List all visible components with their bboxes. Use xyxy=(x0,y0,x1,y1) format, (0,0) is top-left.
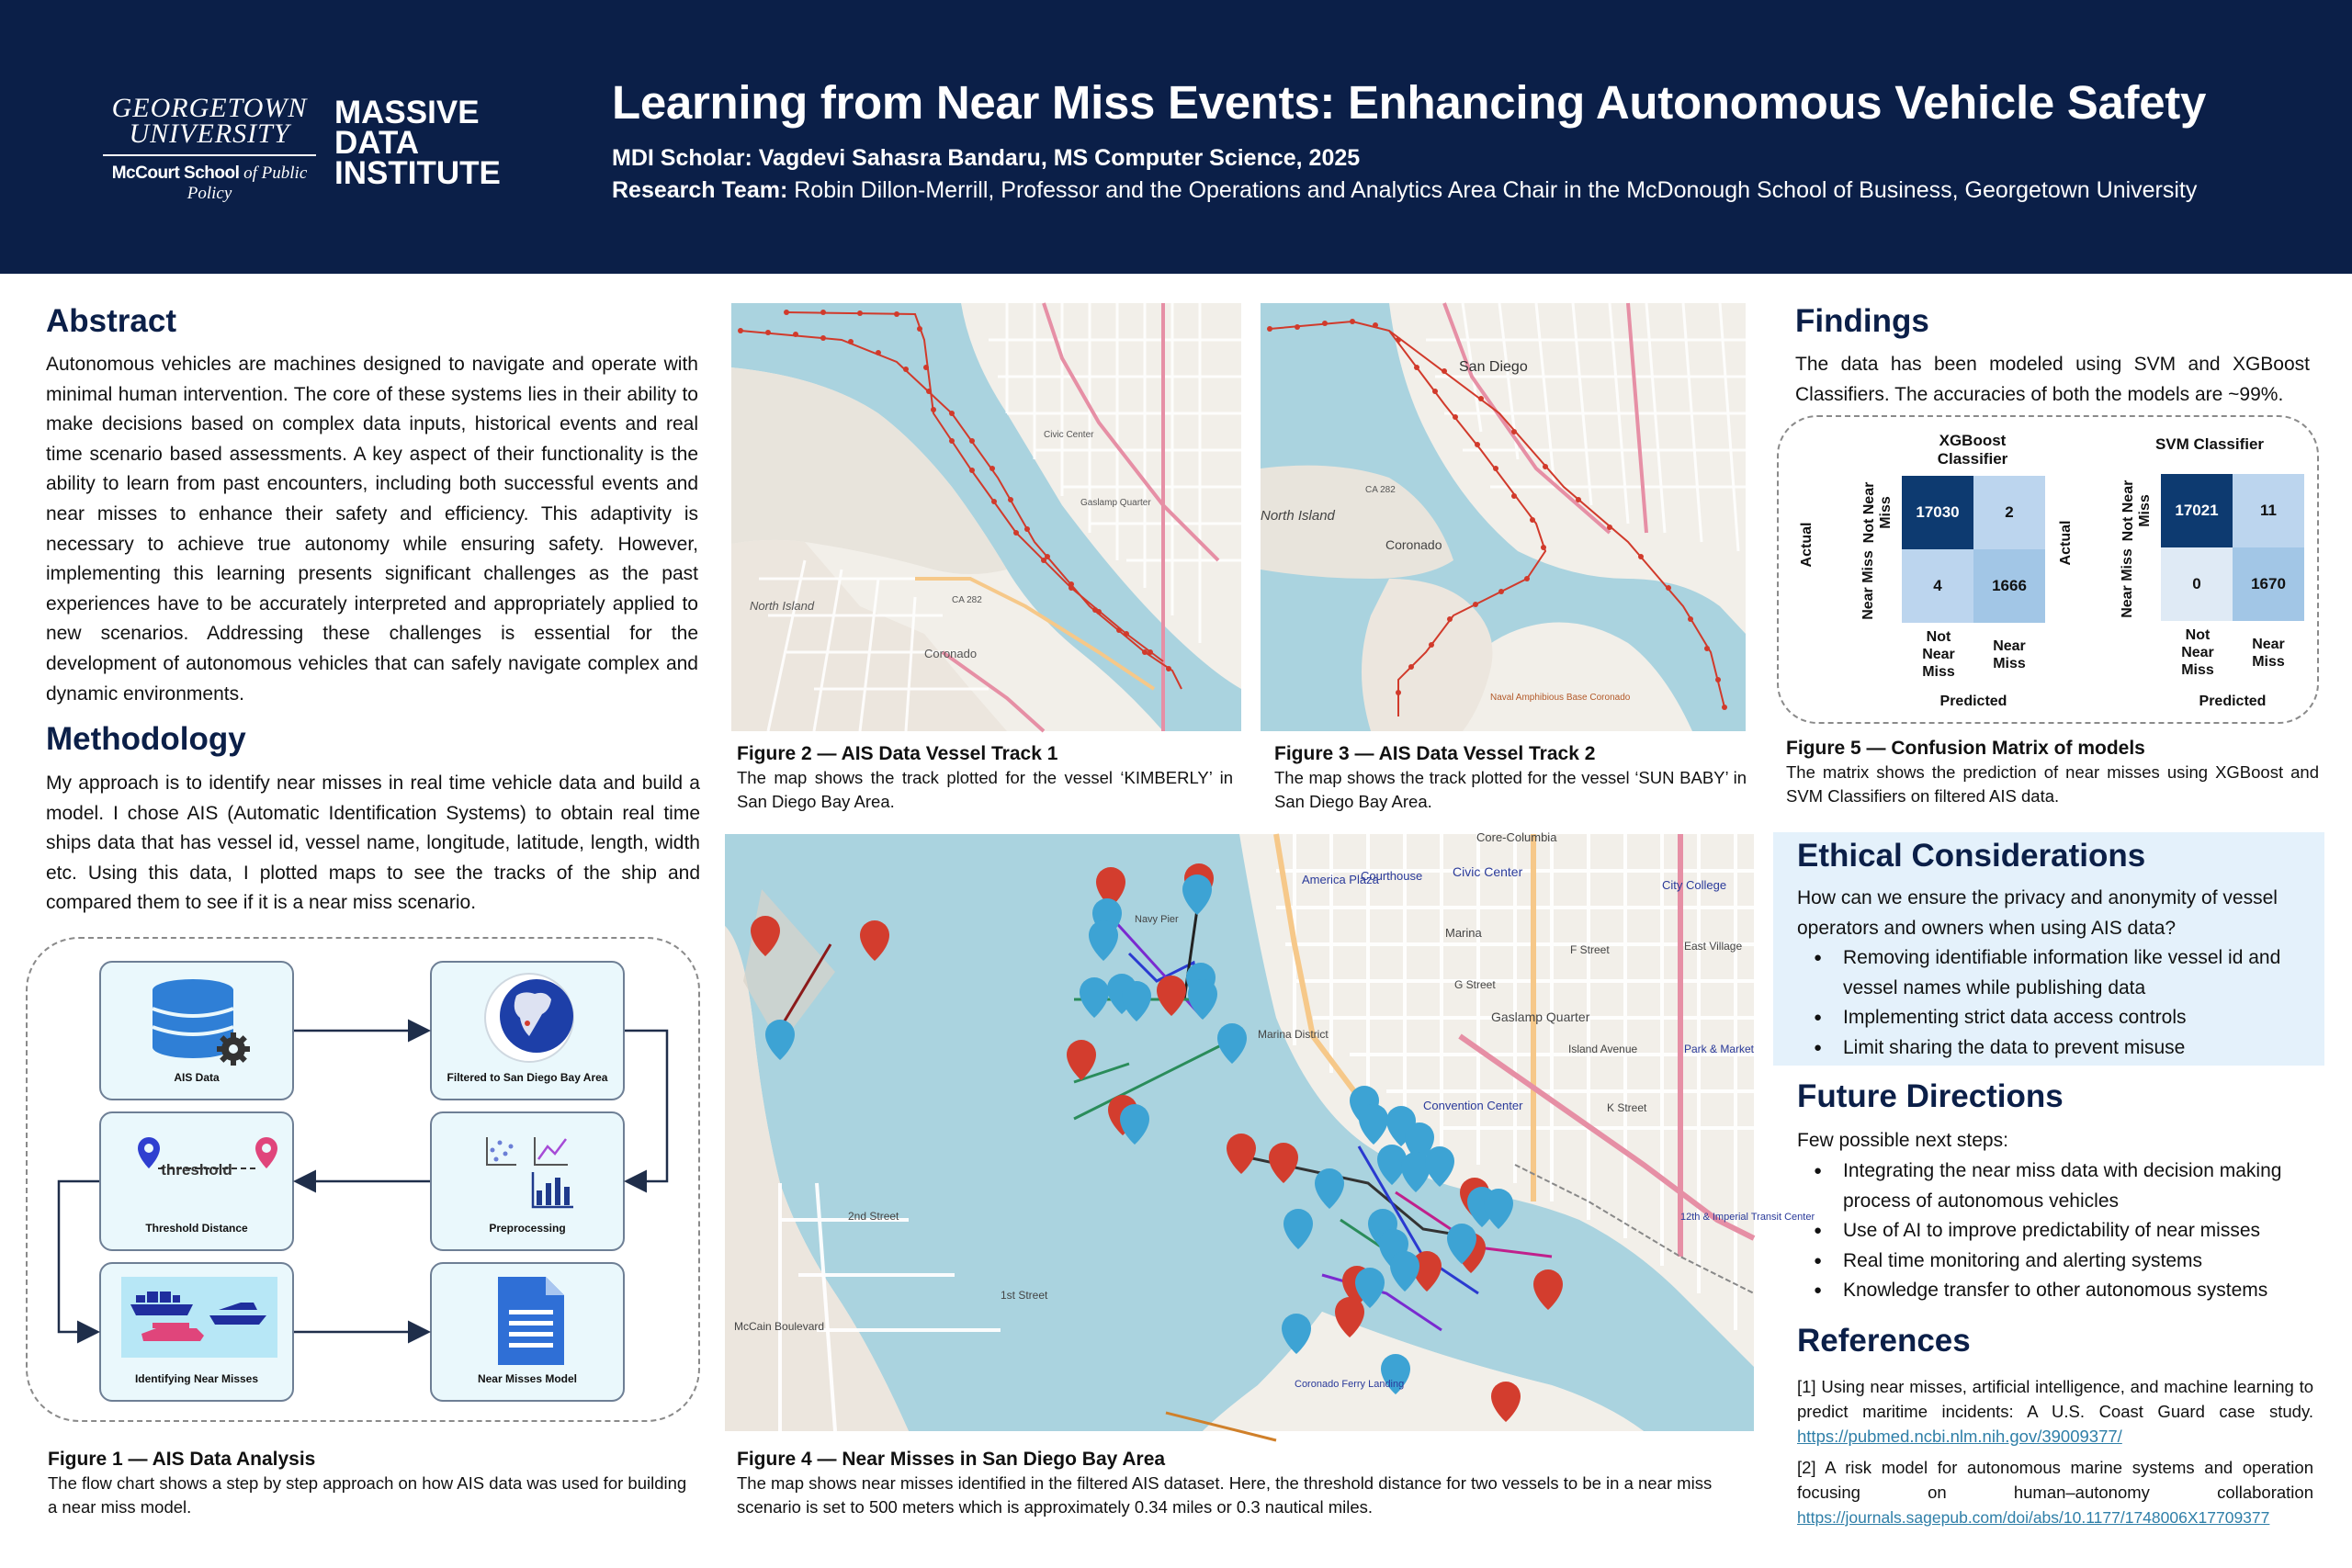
team-text: Robin Dillon-Merrill, Professor and the Operations and Analytics Area Chair in the McDonough School of Business, Georgetown University xyxy=(787,177,2198,203)
school-name-rest: of Public Policy xyxy=(187,164,308,203)
fig4-label-convention: Convention Center xyxy=(1423,1099,1523,1112)
flowchart xyxy=(26,937,700,1422)
reference-2-text: [2] A risk model for autonomous marine systems and operation focusing on human–autonomy collaboration xyxy=(1797,1458,2313,1502)
ethics-item: ● Removing identifiable information like vessel id and vessel names while publishing data xyxy=(1797,943,2321,1003)
methodology-text: My approach is to identify near misses in real time vehicle data and build a model. I chose AIS (Automatic Identification Systems) to obtain real time ships data that has vessel id, vessel name, longitude, latitude, length, width etc. Using this data, I plotted maps to see the tracks of the ship and compared them to see if it is a near miss scenario. xyxy=(46,773,700,914)
svm-col-near-miss xyxy=(2233,636,2304,671)
figure2-title: Figure 2 — AIS Data Vessel Track 1 xyxy=(737,743,1058,764)
mdi-logo xyxy=(334,95,501,191)
svm-row-near-miss: Near Miss xyxy=(2120,548,2135,618)
fig4-label-k-street: K Street xyxy=(1607,1101,1647,1114)
ethics-item: ● Limit sharing the data to prevent misuse xyxy=(1797,1033,2321,1064)
ethics-intro: How can we ensure the privacy and anonymity of vessel operators and owners when using AIS data? xyxy=(1797,887,2278,939)
figure2-caption xyxy=(737,742,1233,814)
fig4-label-gaslamp: Gaslamp Quarter xyxy=(1491,1010,1590,1024)
flow-label-identifying: Identifying Near Misses xyxy=(134,1372,259,1385)
fig2-label-gaslamp: Gaslamp Quarter xyxy=(1080,498,1151,508)
reference-2 xyxy=(1797,1455,2313,1530)
fig4-label-ferry: Coronado Ferry Landing xyxy=(1295,1379,1405,1390)
fig4-label-g-street: G Street xyxy=(1454,978,1496,991)
fig3-label-north-island: North Island xyxy=(1261,508,1335,524)
svm-row-not-near-miss-line1: Not Near xyxy=(2120,479,2136,542)
abstract-text: Autonomous vehicles are machines designed to navigate and operate with minimal human intervention. The core of these systems lies in their ability to make decisions based on complex data inputs, historical events and real time scenario based assessments. A key aspect of their functionality is the ability to learn from past encounters, including both successful events and near misses to enhance their safety and efficiency. This adaptivity is necessary to achieve true autonomy while ensuring safety. However, implementing this learning presents significant challenges as the past experiences have to be accurately interpreted and appropriately applied to new scenarios. Addressing these challenges is essential for the development of autonomous vehicles that can safely navigate complex and dynamic environments. xyxy=(46,354,698,705)
fig4-label-1st-street: 1st Street xyxy=(1001,1289,1048,1302)
fig3-label-naval: Naval Amphibious Base Coronado xyxy=(1490,693,1631,703)
team-label: Research Team: xyxy=(612,177,788,203)
future-item: ● Integrating the near miss data with decision making process of autonomous vehicles xyxy=(1797,1156,2324,1216)
abstract-heading: Abstract xyxy=(46,303,176,339)
svm-cell-tp: 1670 xyxy=(2233,547,2304,621)
svm-col-not-near-miss xyxy=(2163,626,2233,679)
fig4-label-imperial: 12th & Imperial Transit Center xyxy=(1680,1212,1815,1223)
threshold-word: threshold xyxy=(161,1161,232,1179)
figure3-title: Figure 3 — AIS Data Vessel Track 2 xyxy=(1274,743,1596,764)
fig2-label-civic: Civic Center xyxy=(1044,430,1094,440)
flow-label-ais-data: AIS Data xyxy=(174,1071,220,1084)
svm-cell-fp: 11 xyxy=(2233,474,2304,547)
xgb-col-not-line1: Not xyxy=(1926,629,1951,645)
fig4-label-f-street: F Street xyxy=(1570,943,1610,956)
fig3-label-coronado: Coronado xyxy=(1385,537,1442,552)
future-intro: Few possible next steps: xyxy=(1797,1130,2008,1151)
references-heading: References xyxy=(1797,1323,1971,1359)
figure2-text: The map shows the track plotted for the vessel ‘KIMBERLY’ in San Diego Bay Area. xyxy=(737,768,1233,811)
xgb-cell-fn: 4 xyxy=(1902,549,1973,623)
xgb-col-near-miss xyxy=(1973,637,2045,672)
figure4-caption xyxy=(737,1448,1747,1519)
reference-1-text: [1] Using near misses, artificial intelligence, and machine learning to predict maritime incidents: A U.S. Coast Guard case study. xyxy=(1797,1377,2313,1421)
ethics-item: ● Implementing strict data access controls xyxy=(1797,1003,2321,1033)
school-name-bold: McCourt School xyxy=(111,164,240,183)
svm-col-near-line1: Near xyxy=(2252,637,2285,652)
svm-actual-label: Actual xyxy=(2058,520,2074,566)
school-name xyxy=(103,164,316,204)
future-list xyxy=(1797,1156,2324,1306)
fig4-label-core-columbia: Core-Columbia xyxy=(1476,830,1557,844)
ethics-heading: Ethical Considerations xyxy=(1797,838,2146,874)
svm-row-not-near-miss-line2: Miss xyxy=(2137,494,2153,527)
fig4-label-marina-district: Marina District xyxy=(1258,1028,1329,1041)
xgb-title-line1: XGBoost xyxy=(1939,432,2007,449)
figure3-map-svg xyxy=(1261,303,1746,731)
logo-rule xyxy=(103,154,316,156)
fig3-label-san-diego: San Diego xyxy=(1459,359,1528,375)
mdi-line1: MASSIVE xyxy=(334,95,480,130)
xgb-row-not-near-miss-line2: Miss xyxy=(1878,496,1894,529)
figure1-title: Figure 1 — AIS Data Analysis xyxy=(48,1449,316,1470)
figure4-map xyxy=(725,830,1815,1431)
svm-col-not-line1: Not xyxy=(2185,627,2211,643)
fig4-label-city-college: City College xyxy=(1662,878,1727,892)
figure1-text: The flow chart shows a step by step approach on how AIS data was used for building a near miss model. xyxy=(48,1473,687,1517)
figure5-text: The matrix shows the prediction of near misses using XGBoost and SVM Classifiers on filtered AIS data. xyxy=(1786,762,2319,806)
fig4-label-mccain: McCain Boulevard xyxy=(734,1320,825,1333)
poster-header xyxy=(0,0,2352,274)
xgb-title-line2: Classifier xyxy=(1937,450,2008,468)
future-heading: Future Directions xyxy=(1797,1078,2064,1114)
scholar-line: MDI Scholar: Vagdevi Sahasra Bandaru, MS Computer Science, 2025 xyxy=(612,145,1361,171)
svm-col-not-line3: Miss xyxy=(2181,662,2214,678)
fig4-label-2nd-street: 2nd Street xyxy=(848,1210,899,1223)
flow-label-threshold: Threshold Distance xyxy=(145,1222,248,1235)
xgb-col-near-line2: Miss xyxy=(1993,656,2026,671)
university-name: GEORGETOWN UNIVERSITY xyxy=(111,93,308,149)
xgb-col-not-line2: Near xyxy=(1922,647,1955,662)
svm-col-not-line2: Near xyxy=(2181,645,2214,660)
fig2-label-ca282: CA 282 xyxy=(952,595,982,605)
georgetown-logo xyxy=(103,93,316,204)
figure3-caption xyxy=(1274,742,1747,814)
figure3-map xyxy=(1261,303,1746,731)
xgb-actual-label: Actual xyxy=(1799,522,1815,568)
mdi-line2: DATA xyxy=(334,125,420,161)
flow-label-filtered: Filtered to San Diego Bay Area xyxy=(447,1071,608,1084)
methodology-heading: Methodology xyxy=(46,721,246,757)
fig4-label-courthouse: Courthouse xyxy=(1361,869,1423,883)
svm-cell-tn: 17021 xyxy=(2161,474,2233,547)
flow-arrows xyxy=(28,939,702,1424)
xgb-cell-tp: 1666 xyxy=(1973,549,2045,623)
findings-text: The data has been modeled using SVM and XGBoost Classifiers. The accuracies of both the models are ~99%. xyxy=(1795,354,2310,405)
ethics-panel xyxy=(1773,832,2324,1066)
fig4-label-marina: Marina xyxy=(1445,926,1482,940)
figure4-title: Figure 4 — Near Misses in San Diego Bay Area xyxy=(737,1449,1166,1470)
fig2-label-north-island: North Island xyxy=(750,599,815,613)
xgb-predicted-label: Predicted xyxy=(1939,694,2007,709)
fig4-label-navy-pier: Navy Pier xyxy=(1135,914,1179,925)
fig4-label-island-ave: Island Avenue xyxy=(1568,1043,1638,1055)
findings-heading: Findings xyxy=(1795,303,1929,339)
figure2-map xyxy=(731,303,1241,731)
xgb-row-near-miss: Near Miss xyxy=(1860,550,1876,620)
flow-label-model: Near Misses Model xyxy=(477,1372,578,1385)
poster-title: Learning from Near Miss Events: Enhancing Autonomous Vehicle Safety xyxy=(612,76,2207,129)
fig4-label-civic: Civic Center xyxy=(1453,864,1523,879)
fig4-label-park-market: Park & Market xyxy=(1684,1043,1755,1055)
team-line xyxy=(612,177,2197,204)
flow-label-preprocessing: Preprocessing xyxy=(489,1222,566,1235)
svm-cell-fn: 0 xyxy=(2161,547,2233,621)
xgb-cell-fp: 2 xyxy=(1973,476,2045,549)
ethics-list xyxy=(1797,943,2321,1063)
reference-2-link[interactable]: https://journals.sagepub.com/doi/abs/10.1177/1748006X17709377 xyxy=(1797,1508,2270,1527)
xgb-row-not-near-miss-line1: Not Near xyxy=(1861,481,1877,544)
figure3-text: The map shows the track plotted for the vessel ‘SUN BABY’ in San Diego Bay Area. xyxy=(1274,768,1747,811)
xgb-col-near-line1: Near xyxy=(1993,638,2026,654)
figure2-map-svg xyxy=(731,303,1241,731)
future-item: ● Knowledge transfer to other autonomous systems xyxy=(1797,1276,2324,1306)
confusion-matrices xyxy=(1777,415,2319,724)
reference-1-link[interactable]: https://pubmed.ncbi.nlm.nih.gov/39009377/ xyxy=(1797,1427,2122,1446)
figure4-text: The map shows near misses identified in the filtered AIS dataset. Here, the threshold distance for two vessels to be in a near miss scenario is set to 500 meters which is approximately 0.34 miles or 0.3 nautical miles. xyxy=(737,1473,1713,1517)
figure1-caption xyxy=(48,1448,700,1519)
xgb-col-not-near-miss xyxy=(1904,628,1973,681)
fig4-label-east-village: East Village xyxy=(1684,940,1743,953)
mdi-line3: INSTITUTE xyxy=(334,155,501,191)
xgb-title xyxy=(1922,432,2023,468)
xgb-col-not-line3: Miss xyxy=(1922,664,1955,680)
fig2-label-coronado: Coronado xyxy=(924,647,978,660)
svm-title: SVM Classifier xyxy=(2154,435,2265,453)
reference-1 xyxy=(1797,1374,2313,1449)
figure4-map-svg xyxy=(725,830,1815,1431)
xgb-cell-tn: 17030 xyxy=(1902,476,1973,549)
future-item: ● Real time monitoring and alerting systems xyxy=(1797,1247,2324,1277)
figure5-title: Figure 5 — Confusion Matrix of models xyxy=(1786,738,2145,759)
svm-predicted-label: Predicted xyxy=(2199,694,2267,709)
figure5-caption xyxy=(1786,737,2319,808)
fig3-label-ca282: CA 282 xyxy=(1365,485,1396,495)
svm-col-near-line2: Miss xyxy=(2252,654,2285,670)
future-item: ● Use of AI to improve predictability of near misses xyxy=(1797,1216,2324,1247)
fig4-label-america-plaza: America Plaza xyxy=(1302,873,1379,886)
